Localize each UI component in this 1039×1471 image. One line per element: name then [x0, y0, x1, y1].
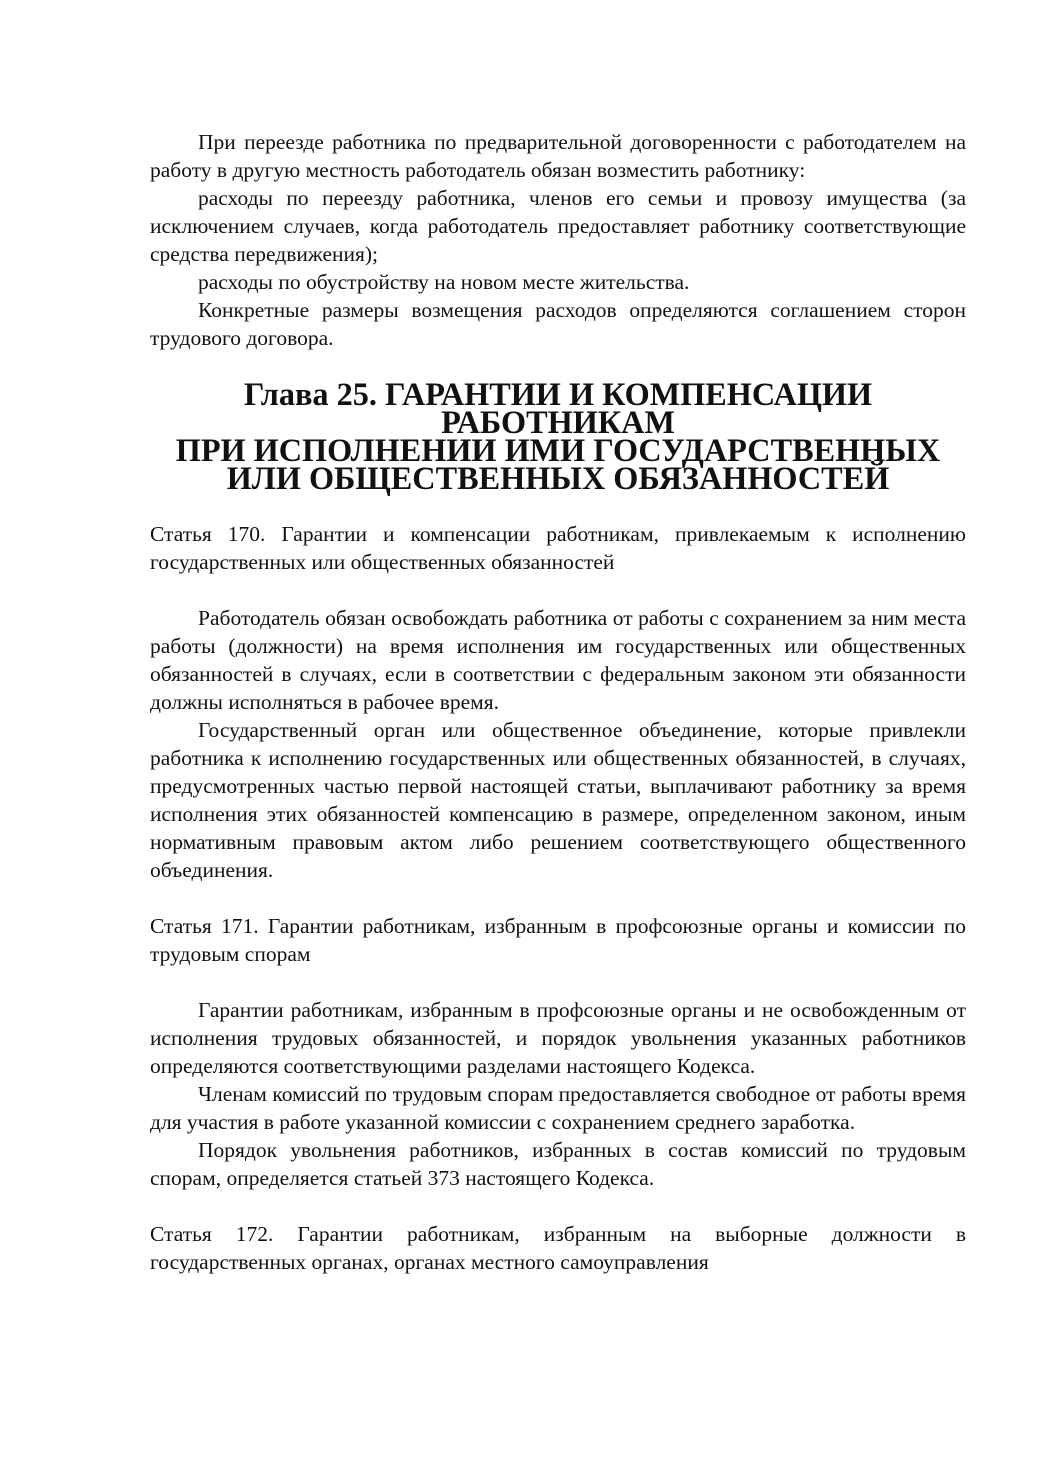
spacer	[150, 1192, 966, 1220]
spacer	[150, 884, 966, 912]
relocation-expenses-item: расходы по переезду работника, членов его семьи и провозу имущества (за исключением случаев, когда работодатель предоставляет работнику соответствующие средства передвижения);	[150, 186, 966, 266]
article-170-paragraph: Работодатель обязан освобождать работника от работы с сохранением за ним места работы (должности) на время исполнения им государственных или общественных обязанностей в случаях, если в соответствии с федеральным законом эти обязанности должны исполняться в рабочее время.	[150, 606, 966, 714]
chapter-title-line: Глава 25. ГАРАНТИИ И КОМПЕНСАЦИИ РАБОТНИКАМ	[243, 376, 873, 440]
article-172-heading: Статья 172. Гарантии работникам, избранным на выборные должности в государственных органах, органах местного самоуправления	[150, 1222, 966, 1274]
reimbursement-amount-paragraph: Конкретные размеры возмещения расходов определяются соглашением сторон трудового договора.	[150, 298, 966, 350]
spacer	[150, 492, 966, 520]
chapter-title-line: ИЛИ ОБЩЕСТВЕННЫХ ОБЯЗАННОСТЕЙ	[226, 460, 890, 496]
chapter-title	[150, 376, 966, 496]
article-171-paragraph: Членам комиссий по трудовым спорам предоставляется свободное от работы время для участия в работе указанной комиссии с сохранением среднего заработка.	[150, 1082, 966, 1134]
relocation-paragraph: При переезде работника по предварительной договоренности с работодателем на работу в другую местность работодатель обязан возместить работнику:	[150, 130, 966, 182]
article-170-heading: Статья 170. Гарантии и компенсации работникам, привлекаемым к исполнению государственных или общественных обязанностей	[150, 522, 966, 574]
chapter-title-line: ПРИ ИСПОЛНЕНИИ ИМИ ГОСУДАРСТВЕННЫХ	[175, 432, 941, 468]
spacer	[150, 968, 966, 996]
article-171-heading: Статья 171. Гарантии работникам, избранным в профсоюзные органы и комиссии по трудовым спорам	[150, 914, 966, 966]
settlement-expenses-item: расходы по обустройству на новом месте жительства.	[198, 270, 690, 294]
document-page	[150, 128, 966, 1276]
article-171-paragraph: Гарантии работникам, избранным в профсоюзные органы и не освобожденным от исполнения трудовых обязанностей, и порядок увольнения указанных работников определяются соответствующими разделами настоящего Кодекса.	[150, 998, 966, 1078]
spacer	[150, 576, 966, 604]
article-171-paragraph: Порядок увольнения работников, избранных в состав комиссий по трудовым спорам, определяется статьей 373 настоящего Кодекса.	[150, 1138, 966, 1190]
article-170-paragraph: Государственный орган или общественное объединение, которые привлекли работника к исполнению государственных или общественных обязанностей, в случаях, предусмотренных частью первой настоящей статьи, выплачивают работнику за время исполнения этих обязанностей компенсацию в размере, определенном законом, иным нормативным правовым актом либо решением соответствующего общественного объединения.	[150, 718, 966, 882]
